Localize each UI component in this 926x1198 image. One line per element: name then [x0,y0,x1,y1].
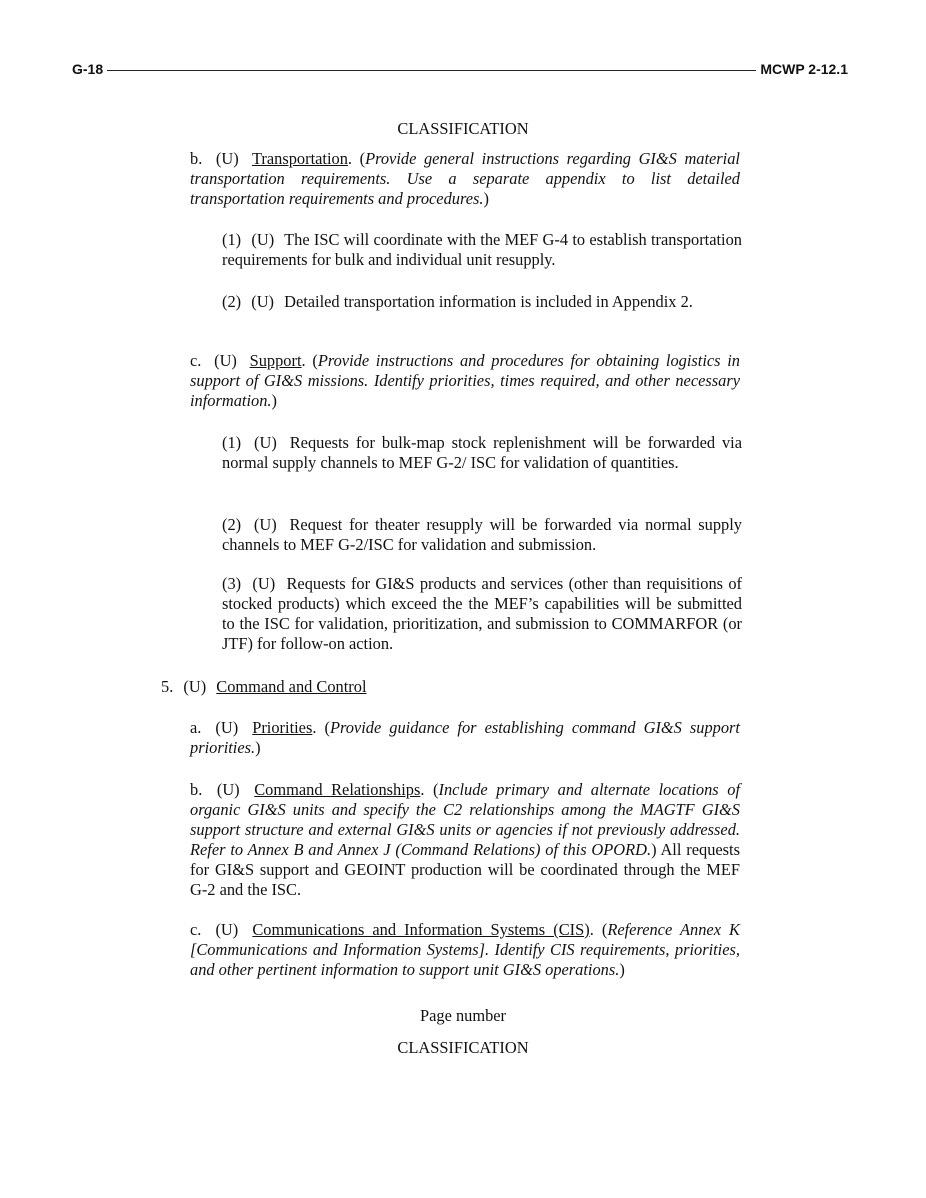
heading-command-and-control: Command and Control [216,677,367,696]
paragraph-cis: c. (U) Communications and Information Systems (CIS). (Reference Annex K [Communications and Information Systems]. Identify CIS requirements, priorities, and other pertinent information to support unit GI&S operations.) [190,920,740,979]
heading-transportation: Transportation [251,149,348,168]
header-rule [107,70,756,71]
transportation-item-2: (2) (U) Detailed transportation information is included in Appendix 2. [222,292,693,311]
heading-command-relationships: Command Relationships [254,780,421,799]
heading-support: Support [249,351,302,370]
paragraph-priorities: a. (U) Priorities. (Provide guidance for establishing command GI&S support priorities.) [190,718,740,757]
paragraph-command-relationships: b. (U) Command Relationships. (Include primary and alternate locations of organic GI&S units and specify the C2 relationships among the MAGTF GI&S support structure and external GI&S units or agencies if not previously addressed. Refer to Annex B and Annex J (Command Relations) of this OPORD.) All requests for GI&S support and GEOINT production will be coordinated through the MEF G-2 and the ISC. [190,780,740,899]
section-command-and-control: 5. (U) Command and Control [161,677,367,696]
paragraph-support: c. (U) Support. (Provide instructions and procedures for obtaining logistics in support of GI&S missions. Identify priorities, times required, and other necessary information.) [190,351,741,410]
classification-bottom: CLASSIFICATION [397,1038,529,1057]
support-item-2: (2) (U) Request for theater resupply will be forwarded via normal supply channels to MEF G-2/ISC for validation and submission. [222,515,742,554]
publication-id: MCWP 2-12.1 [760,61,848,77]
running-header [72,58,848,80]
heading-cis: Communications and Information Systems (CIS) [252,920,590,939]
support-item-3: (3) (U) Requests for GI&S products and services (other than requisitions of stocked products) which exceed the the MEF’s capabilities will be submitted to the ISC for validation, prioritization, and submission to COMMARFOR (or JTF) for follow-on action. [222,574,742,653]
heading-priorities: Priorities [252,718,313,737]
transportation-item-1: (1) (U) The ISC will coordinate with the MEF G-4 to establish transportation requirements for bulk and individual unit resupply. [222,230,742,269]
page-id: G-18 [72,61,104,77]
paragraph-transportation: b. (U) Transportation. (Provide general instructions regarding GI&S material transportation requirements. Use a separate appendix to list detailed transportation requirements and procedures.) [190,149,740,208]
classification-top: CLASSIFICATION [397,119,529,138]
page-number-placeholder: Page number [419,1006,507,1025]
support-item-1: (1) (U) Requests for bulk-map stock replenishment will be forwarded via normal supply channels to MEF G-2/ ISC for validation of quantities. [222,433,742,472]
